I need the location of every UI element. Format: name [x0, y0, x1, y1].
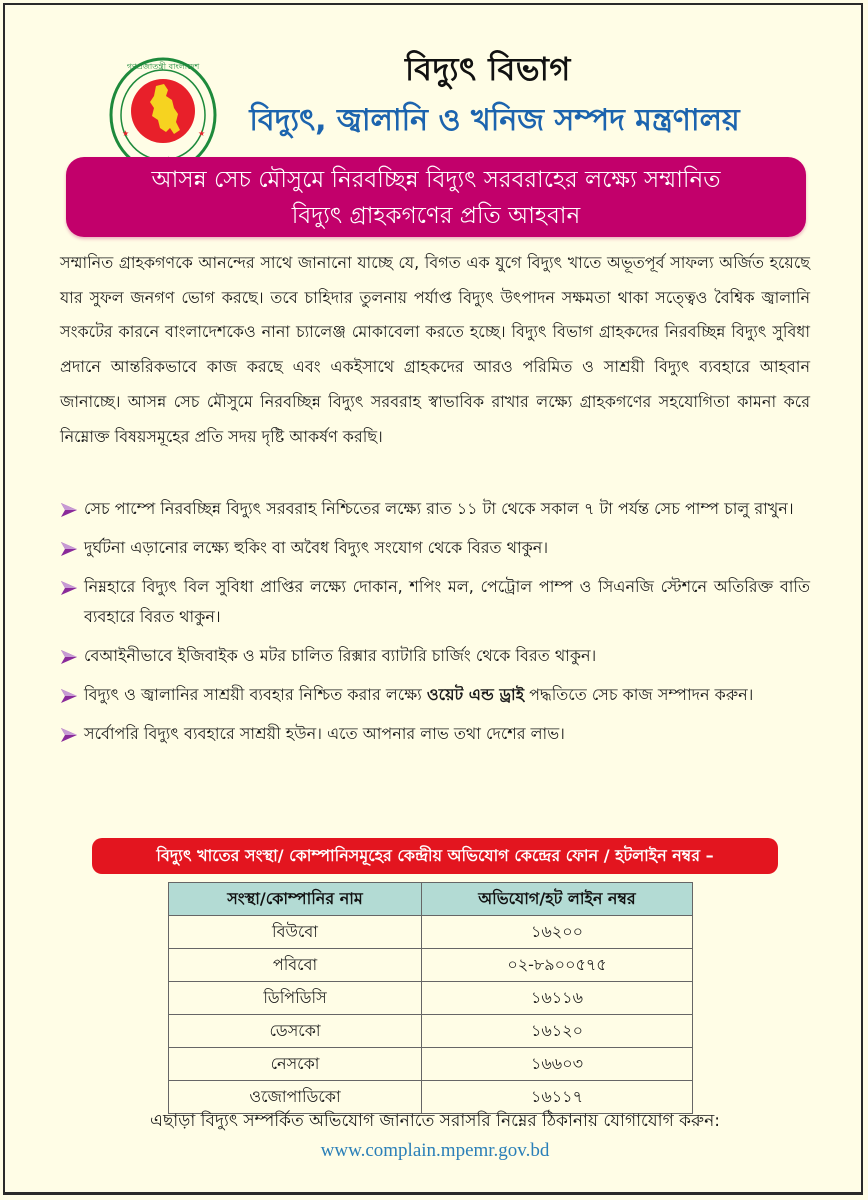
table-row — [169, 916, 693, 949]
hotline-number-cell: ১৬৬০৩ — [422, 1048, 693, 1081]
column-header-organization: সংস্থা/কোম্পানির নাম — [169, 883, 422, 916]
table-row — [169, 1048, 693, 1081]
seal-ring-text: গণপ্রজাতন্ত্রী বাংলাদেশ — [126, 62, 200, 71]
arrow-bullet-icon — [60, 502, 78, 518]
star-icon: ★ — [122, 129, 130, 138]
organization-cell: ডেসকো — [169, 1015, 422, 1048]
star-icon: ★ — [198, 129, 206, 138]
arrow-bullet-icon — [60, 649, 78, 665]
organization-cell: বিউবো — [169, 916, 422, 949]
list-item-text: নিম্নহারে বিদ্যুৎ বিল সুবিধা প্রাপ্তির লক্ষ্যে দোকান, শপিং মল, পেট্রোল পাম্প ও সিএনজি স্টেশনে অতিরিক্ত বাতি ব্যবহারে বিরত থাকুন। — [84, 577, 810, 626]
arrow-bullet-icon — [60, 580, 78, 596]
list-item — [60, 494, 810, 524]
division-title: বিদ্যুৎ বিভাগ — [405, 50, 571, 88]
table-header-row — [169, 883, 693, 916]
list-item — [60, 719, 810, 749]
arrow-bullet-icon — [60, 541, 78, 557]
organization-cell: ওজোপাডিকো — [169, 1081, 422, 1114]
hotline-number-cell: ১৬১১৬ — [422, 982, 693, 1015]
column-header-hotline: অভিযোগ/হট লাইন নম্বর — [422, 883, 693, 916]
organization-cell: ডিপিডিসি — [169, 982, 422, 1015]
footer-instruction: এছাড়া বিদ্যুৎ সম্পর্কিত অভিযোগ জানাতে সরাসরি নিম্নের ঠিকানায় যোগাযোগ করুন: — [150, 1111, 720, 1131]
table-row — [169, 982, 693, 1015]
hotline-title-bar: বিদ্যুৎ খাতের সংস্থা/ কোম্পানিসমূহের কেন্দ্রীয় অভিযোগ কেন্দ্রের ফোন / হটলাইন নম্বর – — [92, 838, 778, 874]
table-row — [169, 1015, 693, 1048]
hotline-number-cell: ১৬২০০ — [422, 916, 693, 949]
list-item — [60, 641, 810, 671]
list-item — [60, 572, 810, 632]
list-item-text: বেআইনীভাবে ইজিবাইক ও মটর চালিত রিক্সার ব্যাটারি চার্জিং থেকে বিরত থাকুন। — [84, 646, 597, 665]
list-item-text: বিদ্যুৎ ও জ্বালানির সাশ্রয়ী ব্যবহার নিশ্চিত করার লক্ষ্যে — [84, 685, 427, 704]
banner-line-2: বিদ্যুৎ গ্রাহকগণের প্রতি আহবান — [291, 203, 581, 229]
arrow-bullet-icon — [60, 688, 78, 704]
hotline-table — [168, 882, 693, 1114]
list-item-text: সর্বোপরি বিদ্যুৎ ব্যবহারে সাশ্রয়ী হউন। এতে আপনার লাভ তথা দেশের লাভ। — [84, 724, 565, 743]
hotline-number-cell: ০২-৮৯০০৫৭৫ — [422, 949, 693, 982]
organization-cell: নেসকো — [169, 1048, 422, 1081]
headline-banner — [66, 157, 806, 237]
hotline-number-cell: ১৬১১৭ — [422, 1081, 693, 1114]
list-item-text: সেচ পাম্পে নিরবচ্ছিন্ন বিদ্যুৎ সরবরাহ নিশ্চিতের লক্ষ্যে রাত ১১ টা থেকে সকাল ৭ টা পর্যন্ত সেচ পাম্প চালু রাখুন। — [84, 499, 794, 518]
list-item-text: দুর্ঘটনা এড়ানোর লক্ষ্যে হুকিং বা অবৈধ বিদ্যুৎ সংযোগ থেকে বিরত থাকুন। — [84, 538, 549, 557]
advice-list — [60, 494, 810, 758]
ministry-title: বিদ্যুৎ, জ্বালানি ও খনিজ সম্পদ মন্ত্রণালয় — [249, 103, 740, 138]
arrow-bullet-icon — [60, 727, 78, 743]
banner-line-1: আসন্ন সেচ মৌসুমে নিরবচ্ছিন্ন বিদ্যুৎ সরবরাহের লক্ষ্যে সম্মানিত — [151, 167, 721, 193]
list-item-text-end: পদ্ধতিতে সেচ কাজ সম্পাদন করুন। — [524, 685, 754, 704]
organization-cell: পবিবো — [169, 949, 422, 982]
list-item — [60, 680, 810, 710]
table-row — [169, 949, 693, 982]
hotline-number-cell: ১৬১২০ — [422, 1015, 693, 1048]
list-item — [60, 533, 810, 563]
complaint-website-link[interactable]: www.complain.mpemr.gov.bd — [320, 1140, 550, 1161]
intro-paragraph: সম্মানিত গ্রাহকগণকে আনন্দের সাথে জানানো যাচ্ছে যে, বিগত এক যুগে বিদ্যুৎ খাতে অভূতপূর্ব সাফল্য অর্জিত হয়েছে যার সুফল জনগণ ভোগ করছে। তবে চাহিদার তুলনায় পর্যাপ্ত বিদ্যুৎ উৎপাদন সক্ষমতা থাকা সত্ত্বেও বৈশ্বিক জ্বালানি সংকটের কারনে বাংলাদেশকেও নানা চ্যালেঞ্জ মোকাবেলা করতে হচ্ছে। বিদ্যুৎ বিভাগ গ্রাহকদের নিরবচ্ছিন্ন বিদ্যুৎ সুবিধা প্রদানে আন্তরিকভাবে কাজ করছে এবং একইসাথে গ্রাহকদের আরও পরিমিত ও সাশ্রয়ী বিদ্যুৎ ব্যবহারে আহবান জানাচ্ছে। আসন্ন সেচ মৌসুমে নিরবচ্ছিন্ন বিদ্যুৎ সরবরাহ স্বাভাবিক রাখার লক্ষ্যে গ্রাহকগণের সহযোগিতা কামনা করে নিম্নোক্ত বিষয়সমূহের প্রতি সদয় দৃষ্টি আকর্ষণ করছি। — [60, 253, 810, 446]
list-item-emphasis: ওয়েট এন্ড ড্রাই — [426, 685, 525, 704]
